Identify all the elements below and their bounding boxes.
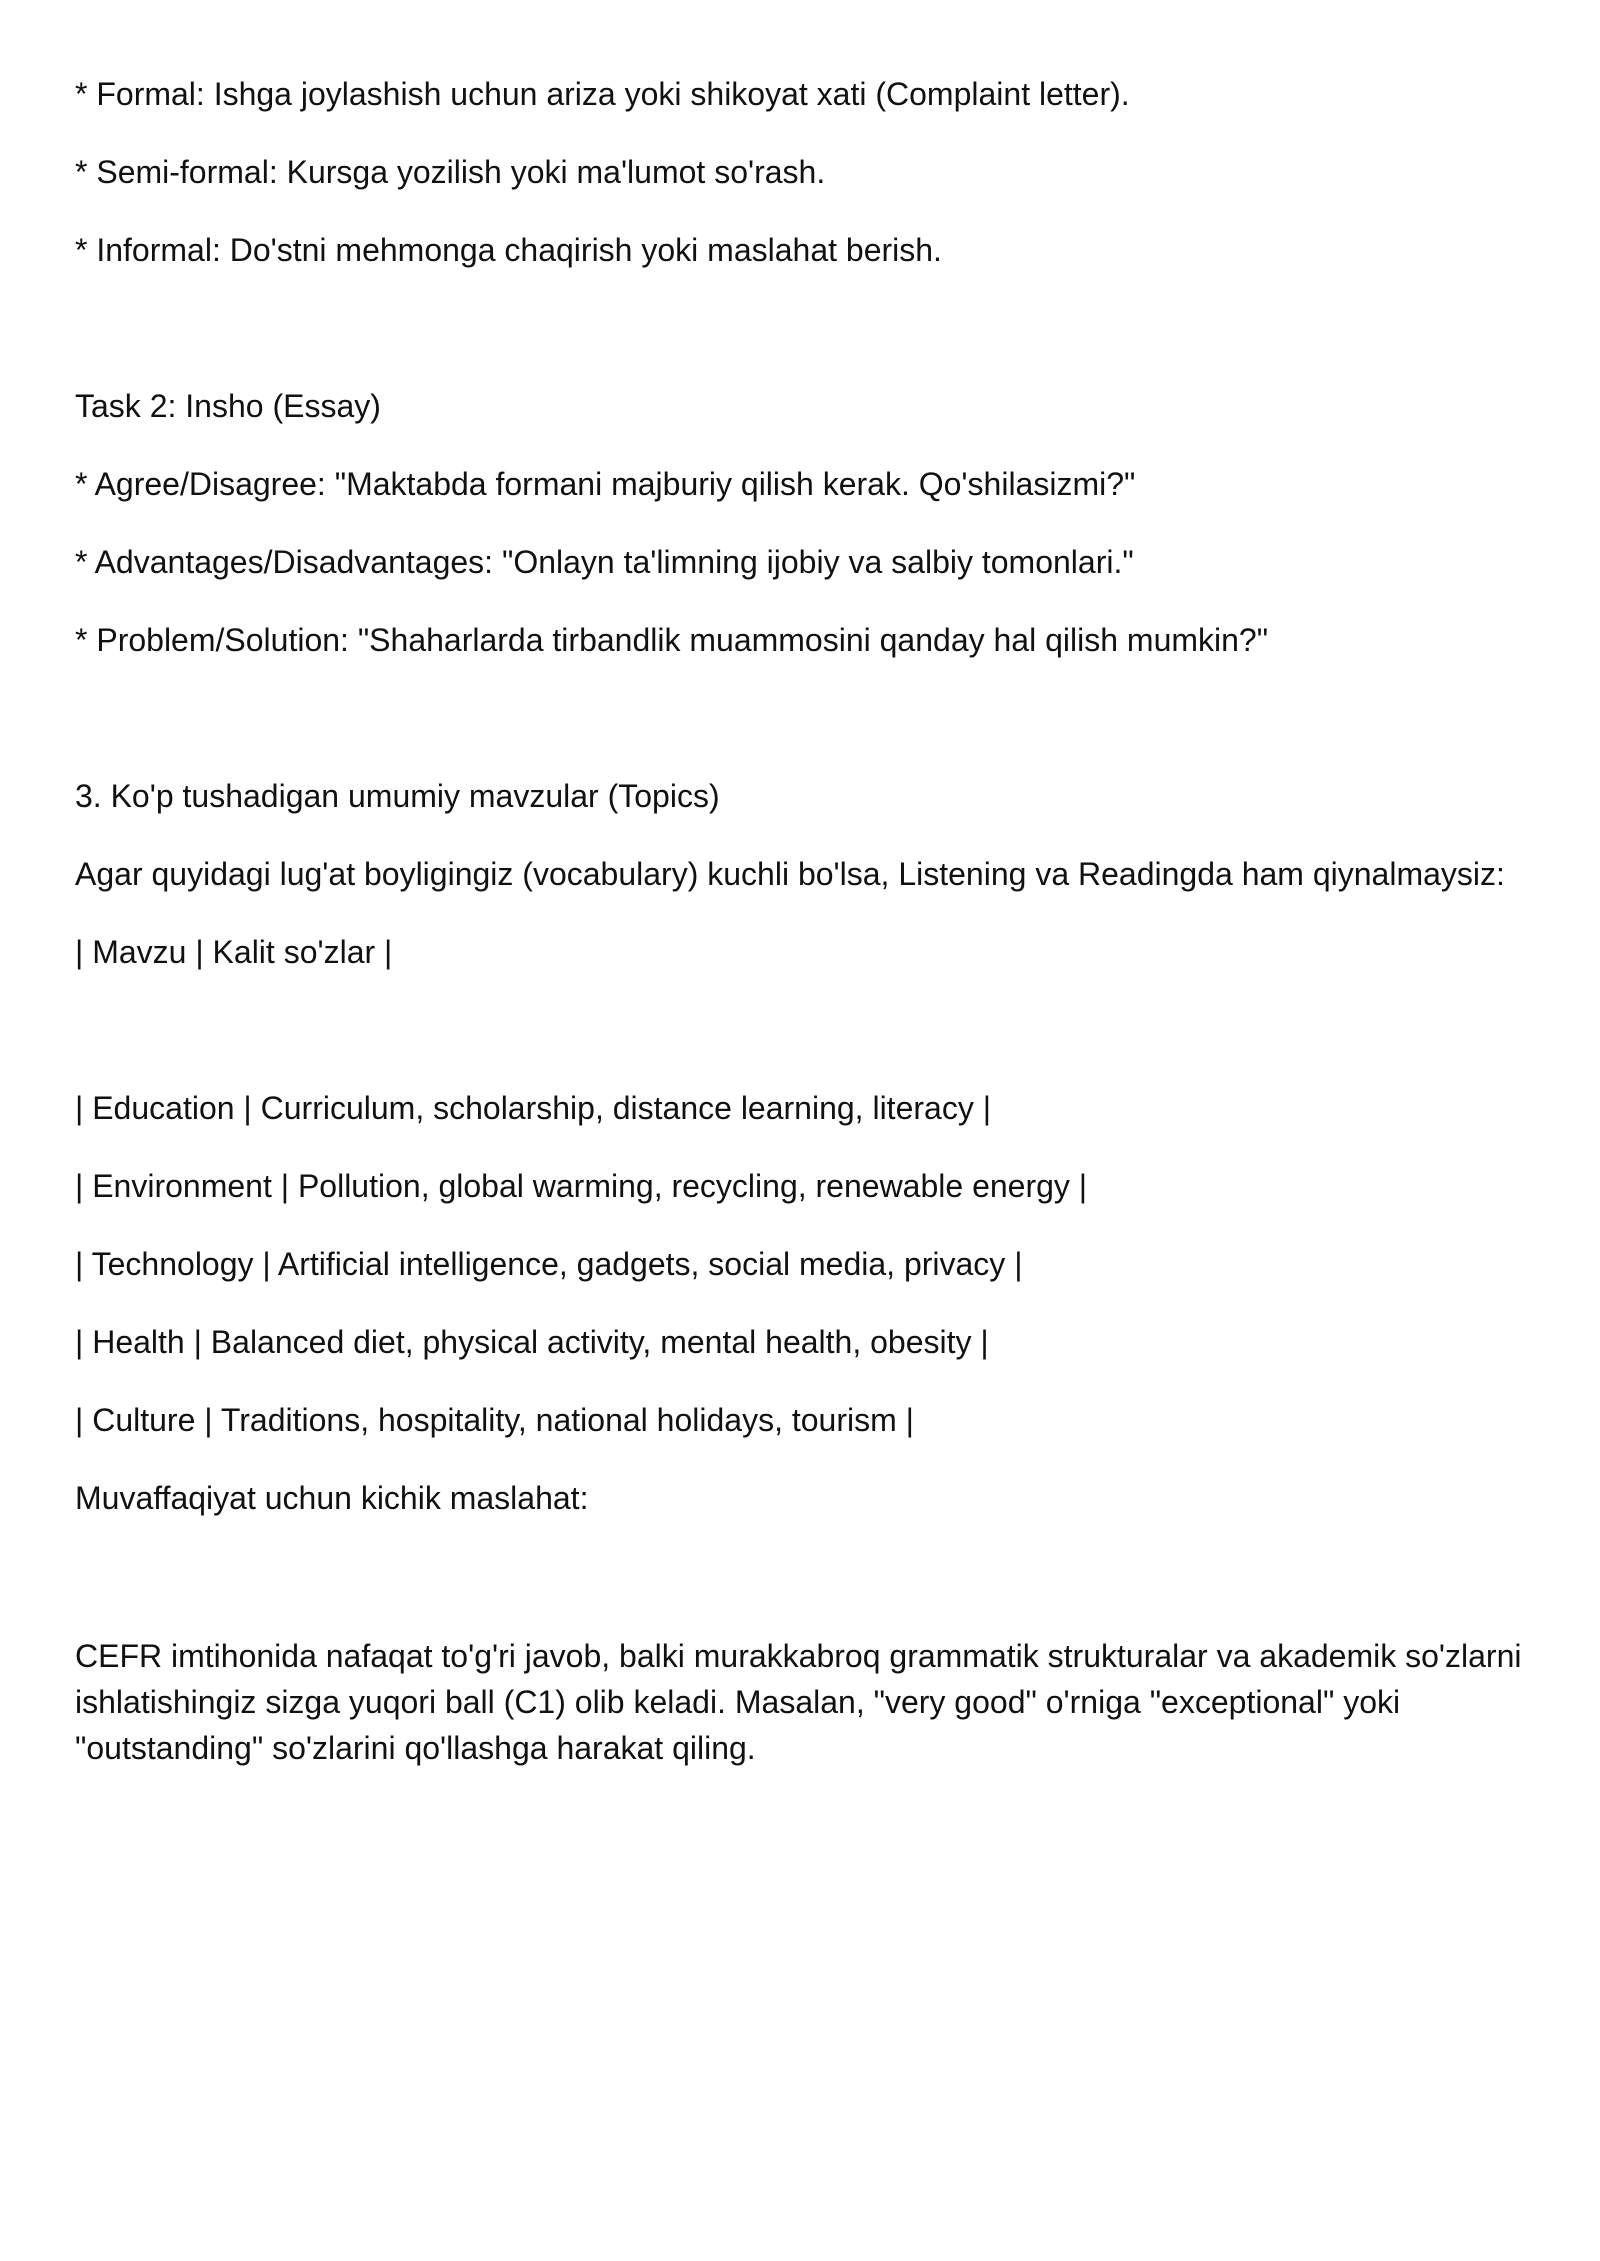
task1-semiformal-item: * Semi-formal: Kursga yozilish yoki ma'lumot so'rash. — [75, 154, 826, 190]
task2-advantages-item: * Advantages/Disadvantages: "Onlayn ta'limning ijobiy va salbiy tomonlari." — [75, 544, 1134, 580]
task2-agree-item: * Agree/Disagree: "Maktabda formani majburiy qilish kerak. Qo'shilasizmi?" — [75, 466, 1136, 502]
task2-heading: Task 2: Insho (Essay) — [75, 388, 381, 424]
topics-heading: 3. Ko'p tushadigan umumiy mavzular (Topics) — [75, 778, 720, 814]
tip-body: CEFR imtihonida nafaqat to'g'ri javob, balki murakkabroq grammatik strukturalar va akademik so'zlarni ishlatishingiz sizga yuqori ball (C1) olib keladi. Masalan, "very good" o'rniga "exceptional" yoki "outstanding" so'zlarini qo'llashga harakat qiling. — [75, 1638, 1522, 1766]
topics-row-education: | Education | Curriculum, scholarship, distance learning, literacy | — [75, 1090, 992, 1126]
task1-formal-item: * Formal: Ishga joylashish uchun ariza yoki shikoyat xati (Complaint letter). — [75, 76, 1130, 112]
task1-informal-item: * Informal: Do'stni mehmonga chaqirish yoki maslahat berish. — [75, 232, 942, 268]
topics-row-technology: | Technology | Artificial intelligence, gadgets, social media, privacy | — [75, 1246, 1023, 1282]
topics-row-environment: | Environment | Pollution, global warming, recycling, renewable energy | — [75, 1168, 1088, 1204]
tip-heading: Muvaffaqiyat uchun kichik maslahat: — [75, 1480, 589, 1516]
topics-row-health: | Health | Balanced diet, physical activity, mental health, obesity | — [75, 1324, 989, 1360]
topics-row-culture: | Culture | Traditions, hospitality, national holidays, tourism | — [75, 1402, 914, 1438]
topics-table-header: | Mavzu | Kalit so'zlar | — [75, 934, 393, 970]
task2-problem-item: * Problem/Solution: "Shaharlarda tirbandlik muammosini qanday hal qilish mumkin?" — [75, 622, 1269, 658]
topics-intro: Agar quyidagi lug'at boyligingiz (vocabulary) kuchli bo'lsa, Listening va Readingda ham qiynalmaysiz: — [75, 856, 1505, 892]
